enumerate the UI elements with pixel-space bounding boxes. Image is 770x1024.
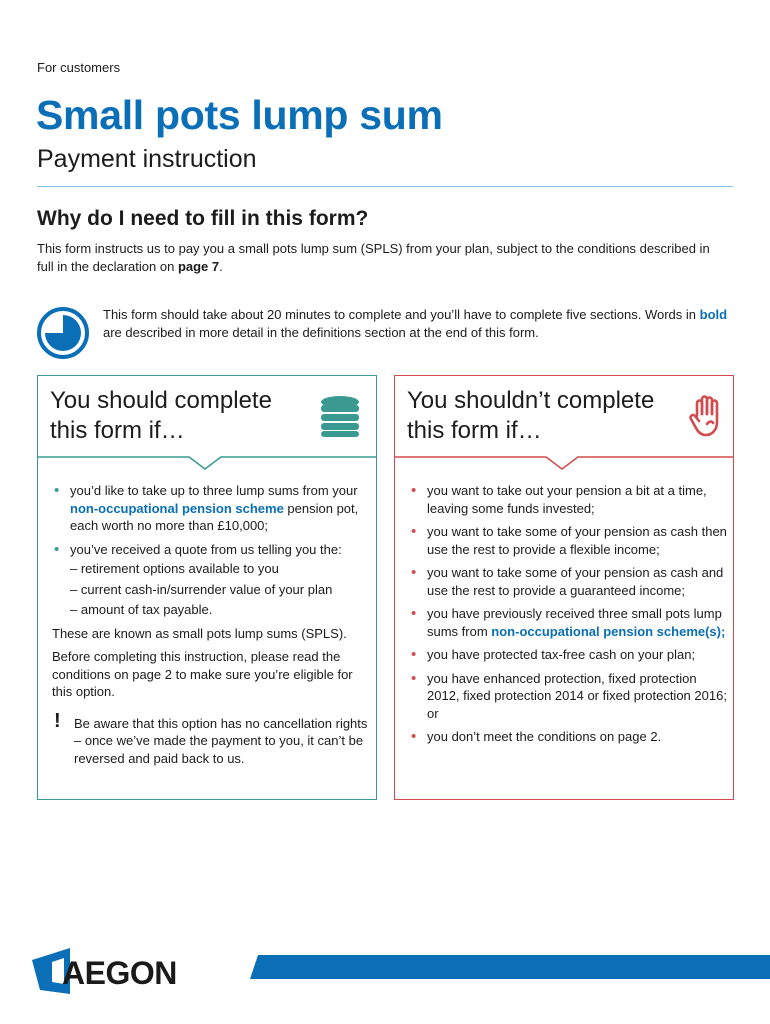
definition-link[interactable]: non-occupational pension scheme(s); [491, 623, 726, 639]
page-reference: page 7 [177, 259, 220, 274]
list-item-text-end: pension pot, each worth no more than £10,000; [70, 500, 359, 533]
page-subtitle: Payment instruction [37, 145, 257, 173]
list-item: • you don’t meet the conditions on page 2. [409, 728, 727, 746]
aegon-wordmark: AEGON [62, 955, 177, 991]
list-item: • you want to take out your pension a bit at a time, leaving some funds invested; [409, 482, 727, 517]
title-divider [37, 186, 733, 187]
why-heading: Why do I need to fill in this form? [37, 207, 369, 230]
for-customers-label: For customers [37, 60, 121, 75]
footer-bar [250, 955, 770, 979]
conditions-note: Before completing this instruction, please read the conditions on page 2 to make sure you’re eligible for this option. [52, 649, 353, 699]
shouldnt-complete-body [409, 482, 727, 752]
sub-list-item: – retirement options available to you [70, 561, 279, 576]
time-note-end: are described in more detail in the definitions section at the end of this form. [103, 325, 539, 340]
list-item-text: you’d like to take up to three lump sums from your [70, 483, 358, 498]
should-complete-title: You should complete this form if… [50, 387, 272, 444]
time-note-part: This form should take about 20 minutes to complete and you’ll have to complete five sections. Words in [103, 307, 700, 322]
cancellation-warning [52, 709, 370, 768]
sub-list-item: – amount of tax payable. [70, 602, 213, 617]
list-item-text: you have previously received three small pots lump sums from [427, 606, 722, 639]
spls-note: These are known as small pots lump sums (SPLS). [52, 625, 347, 641]
list-item-text: you’ve received a quote from us telling you the: [70, 541, 342, 557]
list-item: • you have protected tax-free cash on your plan; [409, 646, 727, 664]
shouldnt-complete-header [395, 376, 733, 456]
warning-text: Be aware that this option has no cancellation rights – once we’ve made the payment to you, it can’t be reversed and paid back to us. [74, 715, 368, 766]
header-divider [38, 456, 376, 470]
clock-icon [36, 306, 90, 360]
sub-list-item: – current cash-in/surrender value of your plan [70, 581, 333, 597]
shouldnt-complete-title: You shouldn’t complete this form if… [407, 387, 655, 444]
warning-icon: ! [54, 709, 61, 732]
list-item [52, 482, 370, 535]
list-item: • you want to take some of your pension as cash then use the rest to provide a flexible income; [409, 523, 727, 558]
list-item [409, 605, 727, 640]
bold-example: bold [699, 307, 728, 322]
should-complete-header [38, 376, 376, 456]
should-complete-box [37, 375, 377, 800]
intro-text [37, 240, 717, 276]
page-title: Small pots lump sum [36, 92, 443, 138]
list-item [52, 541, 370, 619]
shouldnt-complete-box [394, 375, 734, 800]
definition-link[interactable]: non-occupational pension scheme [70, 500, 284, 516]
intro-text-end: . [219, 259, 223, 274]
stop-hand-icon [685, 394, 729, 438]
time-note [103, 306, 733, 342]
intro-text-part: This form instructs us to pay you a small pots lump sum (SPLS) from your plan, subject to the conditions described in full in the declaration on [37, 241, 710, 274]
should-complete-body [52, 482, 370, 767]
list-item: • you want to take some of your pension as cash and use the rest to provide a guaranteed income; [409, 564, 727, 599]
list-item: • you have enhanced protection, fixed protection 2012, fixed protection 2014 or fixed protection 2016; or [409, 670, 727, 723]
header-divider [395, 456, 733, 470]
coins-stack-icon [318, 394, 362, 438]
